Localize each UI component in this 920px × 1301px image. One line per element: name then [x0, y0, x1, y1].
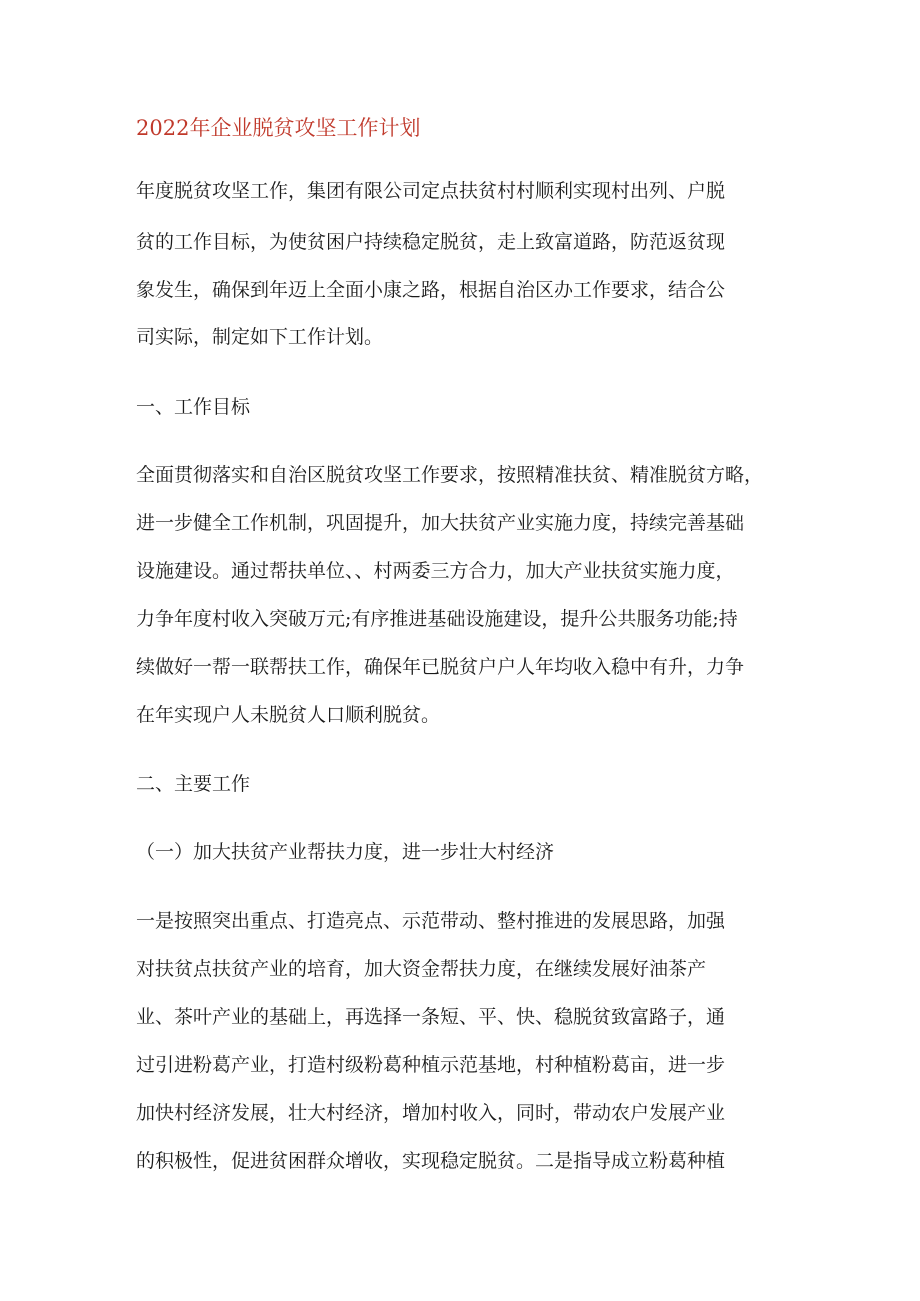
work-line-2: 对扶贫点扶贫产业的培育，加大资金帮扶力度，在继续发展好油茶产 [136, 958, 707, 980]
intro-line-3: 象发生，确保到年迈上全面小康之路，根据自治区办工作要求，结合公 [136, 279, 726, 301]
work-line-3: 业、茶叶产业的基础上，再选择一条短、平、快、稳脱贫致富路子，通 [136, 1006, 726, 1028]
goals-line-5: 续做好一帮一联帮扶工作，确保年已脱贫户户人年均收入稳中有升，力争 [136, 656, 745, 678]
subsection-heading-1: （一）加大扶贫产业帮扶力度，进一步壮大村经济 [136, 841, 555, 863]
goals-line-4: 力争年度村收入突破万元;有序推进基础设施建设，提升公共服务功能;持 [136, 608, 738, 630]
section-heading-goals: 一、工作目标 [136, 396, 251, 418]
work-line-1: 一是按照突出重点、打造亮点、示范带动、整村推进的发展思路，加强 [136, 910, 726, 932]
work-line-6: 的积极性，促进贫困群众增收，实现稳定脱贫。二是指导成立粉葛种植 [136, 1150, 726, 1172]
work-line-4: 过引进粉葛产业，打造村级粉葛种植示范基地，村种植粉葛亩，进一步 [136, 1054, 726, 1076]
document-title: 2022年企业脱贫攻坚工作计划 [136, 116, 421, 140]
section-heading-main-work: 二、主要工作 [136, 773, 251, 795]
intro-line-4: 司实际，制定如下工作计划。 [136, 326, 384, 348]
goals-line-2: 进一步健全工作机制，巩固提升，加大扶贫产业实施力度，持续完善基础 [136, 512, 745, 534]
goals-line-6: 在年实现户人未脱贫人口顺利脱贫。 [136, 704, 441, 726]
goals-line-3: 设施建设。通过帮扶单位、、村两委三方合力，加大产业扶贫实施力度， [136, 560, 735, 582]
goals-line-1: 全面贯彻落实和自治区脱贫攻坚工作要求，按照精准扶贫、精准脱贫方略， [136, 464, 764, 486]
intro-line-2: 贫的工作目标，为使贫困户持续稳定脱贫，走上致富道路，防范返贫现 [136, 231, 726, 253]
intro-line-1: 年度脱贫攻坚工作，集团有限公司定点扶贫村村顺利实现村出列、户脱 [136, 180, 726, 202]
work-line-5: 加快村经济发展，壮大村经济，增加村收入，同时，带动农户发展产业 [136, 1102, 726, 1124]
